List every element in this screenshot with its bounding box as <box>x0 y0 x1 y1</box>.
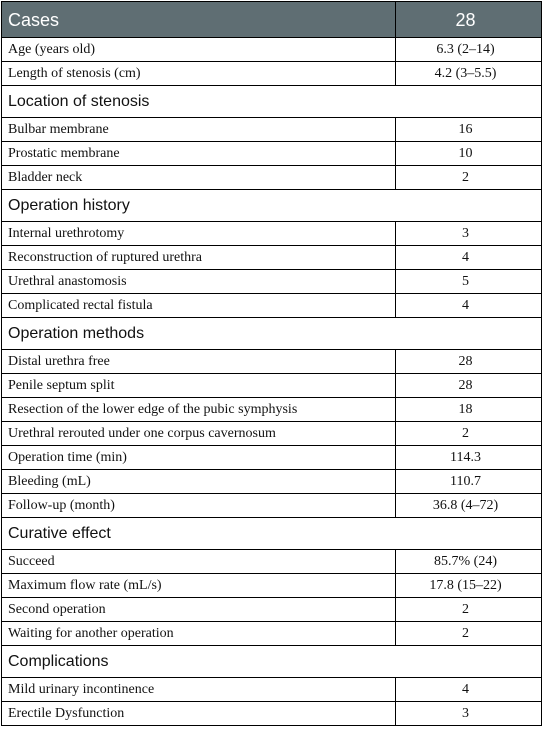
table-row <box>2 62 542 86</box>
row-value: 4 <box>396 678 542 702</box>
row-value: 16 <box>396 118 542 142</box>
table-row <box>2 294 542 318</box>
section-title: Operation methods <box>2 318 542 350</box>
row-label: Internal urethrotomy <box>2 222 396 246</box>
row-label: Prostatic membrane <box>2 142 396 166</box>
table-row <box>2 350 542 374</box>
table-row <box>2 678 542 702</box>
section-title: Curative effect <box>2 518 542 550</box>
table-row <box>2 470 542 494</box>
row-value: 4.2 (3–5.5) <box>396 62 542 86</box>
row-label: Reconstruction of ruptured urethra <box>2 246 396 270</box>
section-title: Complications <box>2 646 542 678</box>
table-row <box>2 494 542 518</box>
row-value: 114.3 <box>396 446 542 470</box>
row-label: Bleeding (mL) <box>2 470 396 494</box>
header-value: 28 <box>396 2 542 38</box>
table-row <box>2 574 542 598</box>
row-value: 36.8 (4–72) <box>396 494 542 518</box>
row-label: Length of stenosis (cm) <box>2 62 396 86</box>
row-value: 5 <box>396 270 542 294</box>
row-value: 4 <box>396 246 542 270</box>
row-label: Mild urinary incontinence <box>2 678 396 702</box>
row-value: 2 <box>396 422 542 446</box>
table-row <box>2 702 542 726</box>
section-header-row <box>2 318 542 350</box>
table-row <box>2 374 542 398</box>
row-value: 10 <box>396 142 542 166</box>
row-value: 28 <box>396 374 542 398</box>
table-row <box>2 446 542 470</box>
row-label: Distal urethra free <box>2 350 396 374</box>
table-row <box>2 38 542 62</box>
section-header-row <box>2 646 542 678</box>
table-header-row <box>2 2 542 38</box>
row-value: 3 <box>396 222 542 246</box>
row-label: Urethral anastomosis <box>2 270 396 294</box>
clinical-data-table <box>1 1 542 726</box>
row-label: Waiting for another operation <box>2 622 396 646</box>
table-row <box>2 550 542 574</box>
table-row <box>2 398 542 422</box>
row-value: 2 <box>396 598 542 622</box>
row-value: 6.3 (2–14) <box>396 38 542 62</box>
row-label: Maximum flow rate (mL/s) <box>2 574 396 598</box>
row-label: Second operation <box>2 598 396 622</box>
table-row <box>2 166 542 190</box>
row-value: 110.7 <box>396 470 542 494</box>
table-row <box>2 142 542 166</box>
table-row <box>2 270 542 294</box>
section-title: Location of stenosis <box>2 86 542 118</box>
row-label: Resection of the lower edge of the pubic symphysis <box>2 398 396 422</box>
row-label: Age (years old) <box>2 38 396 62</box>
table-row <box>2 622 542 646</box>
row-label: Erectile Dysfunction <box>2 702 396 726</box>
table-row <box>2 246 542 270</box>
section-header-row <box>2 518 542 550</box>
row-value: 17.8 (15–22) <box>396 574 542 598</box>
table-row <box>2 222 542 246</box>
row-label: Bulbar membrane <box>2 118 396 142</box>
header-label: Cases <box>2 2 396 38</box>
row-label: Penile septum split <box>2 374 396 398</box>
table-row <box>2 118 542 142</box>
section-header-row <box>2 190 542 222</box>
row-value: 2 <box>396 166 542 190</box>
row-label: Succeed <box>2 550 396 574</box>
row-value: 18 <box>396 398 542 422</box>
row-value: 28 <box>396 350 542 374</box>
row-value: 2 <box>396 622 542 646</box>
section-header-row <box>2 86 542 118</box>
row-value: 85.7% (24) <box>396 550 542 574</box>
row-label: Follow-up (month) <box>2 494 396 518</box>
section-title: Operation history <box>2 190 542 222</box>
row-label: Urethral rerouted under one corpus cavernosum <box>2 422 396 446</box>
table-row <box>2 598 542 622</box>
table-body <box>2 2 542 726</box>
row-value: 4 <box>396 294 542 318</box>
row-label: Bladder neck <box>2 166 396 190</box>
row-label: Complicated rectal fistula <box>2 294 396 318</box>
row-value: 3 <box>396 702 542 726</box>
table-row <box>2 422 542 446</box>
row-label: Operation time (min) <box>2 446 396 470</box>
